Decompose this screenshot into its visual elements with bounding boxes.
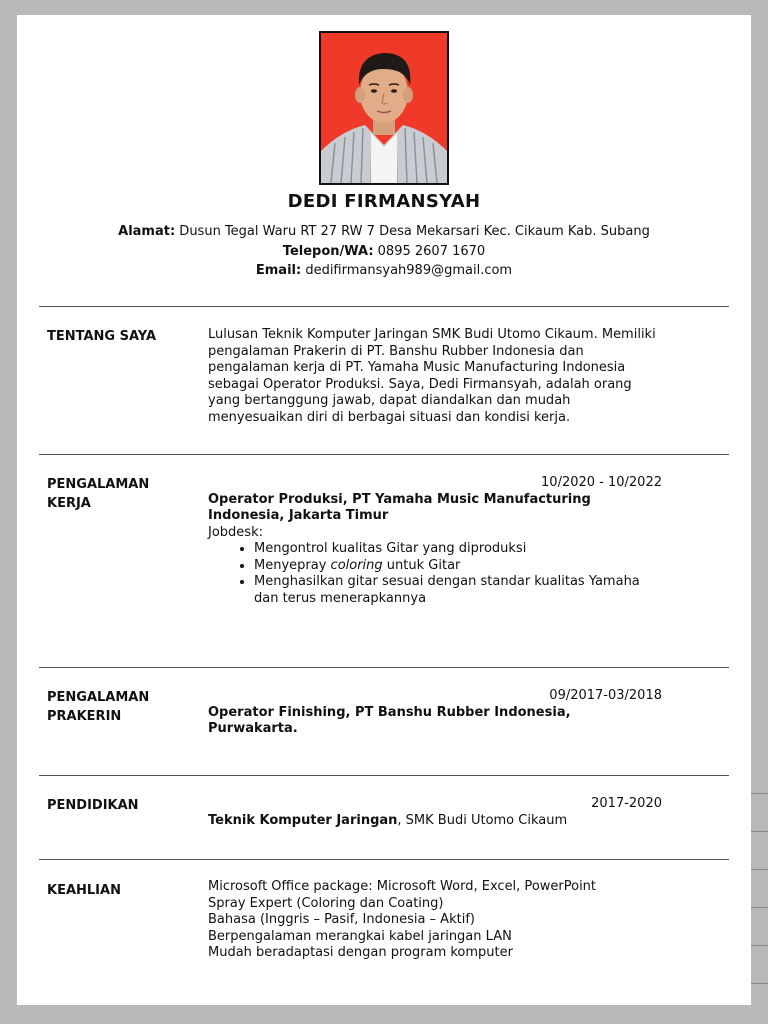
work-entry	[208, 475, 662, 607]
education-entry	[208, 796, 662, 829]
scroll-marker	[751, 869, 768, 870]
divider	[39, 667, 729, 668]
skill-item: Bahasa (Inggris – Pasif, Indonesia – Aktif)	[208, 912, 475, 927]
candidate-name: DEDI FIRMANSYAH	[287, 191, 481, 212]
work-position: Operator Produksi, PT Yamaha Music Manufacturing Indonesia, Jakarta Timur	[208, 491, 591, 523]
section-title-internship	[47, 688, 197, 726]
education-major: Teknik Komputer Jaringan	[208, 812, 398, 828]
email-value[interactable]: dedifirmansyah989@gmail.com	[301, 263, 513, 278]
jobdesk-label: Jobdesk:	[208, 524, 263, 540]
section-title-about: TENTANG SAYA	[47, 329, 157, 344]
education-date: 2017-2020	[591, 796, 662, 811]
divider	[39, 306, 729, 307]
resume-page	[17, 15, 751, 1005]
scroll-marker	[751, 945, 768, 946]
about-text: Lulusan Teknik Komputer Jaringan SMK Budi Utomo Cikaum. Memiliki pengalaman Prakerin di PT. Banshu Rubber Indonesia dan pengalaman kerja di PT. Yamaha Music Manufacturing Indonesia sebagai Operator Produksi. Saya, Dedi Firmansyah, adalah orang yang bertanggung jawab, dapat diandalkan dan mudah menyesuaikan diri di berbagai situasi dan kondisi kerja.	[208, 327, 656, 425]
divider	[39, 859, 729, 860]
list-item: • Mengontrol kualitas Gitar yang diproduksi	[254, 541, 662, 558]
address-label: Alamat:	[118, 224, 176, 239]
scroll-marker	[751, 907, 768, 908]
jobdesk-list	[208, 541, 662, 607]
email-label: Email:	[255, 263, 302, 278]
email-line	[17, 263, 751, 278]
section-title-line: KERJA	[47, 496, 91, 511]
section-title-work	[47, 475, 197, 513]
skill-item: Spray Expert (Coloring dan Coating)	[208, 895, 444, 911]
education-school: , SMK Budi Utomo Cikaum	[397, 812, 568, 828]
list-item-text: Menyepray	[254, 557, 331, 573]
section-title-line: PENGALAMAN	[47, 477, 150, 492]
skill-item: Microsoft Office package: Microsoft Word, Excel, PowerPoint	[208, 879, 597, 894]
work-date: 10/2020 - 10/2022	[541, 475, 662, 490]
skill-item: Mudah beradaptasi dengan program komputer	[208, 945, 513, 960]
education-line	[208, 813, 662, 830]
list-item-text: untuk Gitar	[382, 557, 461, 573]
scroll-marker	[751, 831, 768, 832]
skills-list	[208, 879, 662, 962]
section-title-line: PENGALAMAN	[47, 690, 150, 705]
scroll-marker	[751, 793, 768, 794]
phone-line	[17, 244, 751, 259]
divider	[39, 454, 729, 455]
list-item	[254, 558, 662, 575]
list-item-emphasis: coloring	[330, 557, 383, 573]
section-title-skills: KEAHLIAN	[47, 883, 121, 898]
internship-position: Operator Finishing, PT Banshu Rubber Indonesia, Purwakarta.	[208, 704, 571, 736]
phone-label: Telepon/WA:	[282, 244, 374, 259]
address-line	[17, 224, 751, 239]
internship-date: 09/2017-03/2018	[549, 688, 662, 703]
phone-value: 0895 2607 1670	[373, 244, 486, 259]
internship-entry	[208, 688, 662, 738]
address-value: Dusun Tegal Waru RT 27 RW 7 Desa Mekarsari Kec. Cikaum Kab. Subang	[175, 224, 650, 239]
skill-item: Berpengalaman merangkai kabel jaringan LAN	[208, 928, 512, 944]
section-title-education: PENDIDIKAN	[47, 798, 139, 813]
profile-photo	[319, 31, 449, 185]
list-item: • Menghasilkan gitar sesuai dengan standar kualitas Yamaha dan terus menerapkannya	[254, 574, 662, 607]
scroll-marker	[751, 983, 768, 984]
divider	[39, 775, 729, 776]
section-title-line: PRAKERIN	[47, 709, 122, 724]
